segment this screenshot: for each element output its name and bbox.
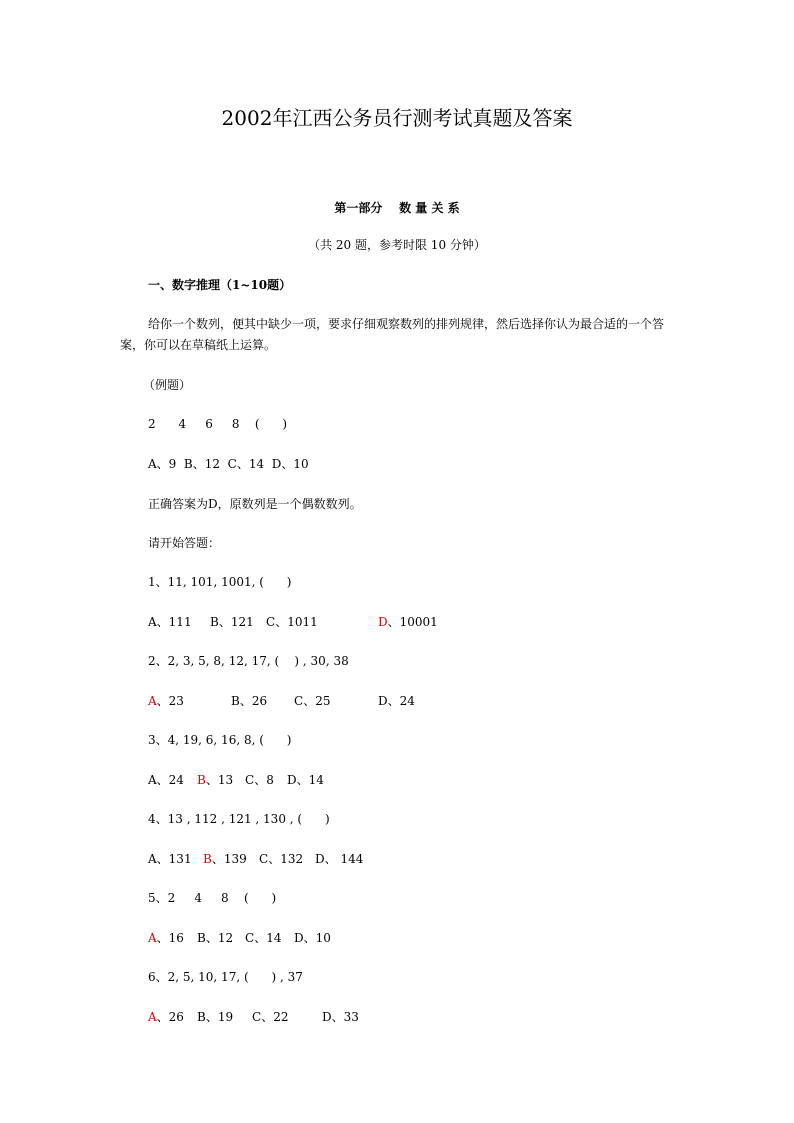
option-b bbox=[231, 694, 267, 708]
option-value: 、16 bbox=[156, 931, 184, 945]
option-letter: A bbox=[148, 773, 157, 787]
option-b bbox=[197, 1010, 233, 1024]
option-value: 、23 bbox=[156, 694, 184, 708]
option-value: 、24 bbox=[387, 694, 415, 708]
option-letter: D bbox=[287, 773, 297, 787]
option-value: 、24 bbox=[156, 773, 184, 787]
instructions: 给你一个数列，便其中缺少一项，要求仔细观察数列的排列规律，然后选择你认为最合适的一个答案，你可以在草稿纸上运算。 bbox=[120, 317, 665, 352]
question-1: 1、11, 101, 1001, ( ) bbox=[148, 575, 292, 589]
option-value: 、131 bbox=[156, 852, 192, 866]
start-prompt: 请开始答题： bbox=[148, 536, 221, 550]
option-letter: B bbox=[197, 1010, 206, 1024]
option-letter: C bbox=[252, 1010, 262, 1024]
option-value: 、26 bbox=[156, 1010, 184, 1024]
option-value: 、111 bbox=[156, 615, 192, 629]
option-letter: C bbox=[259, 852, 269, 866]
option-value: 、13 bbox=[205, 773, 234, 787]
example-label: （例题） bbox=[143, 378, 192, 392]
option-value: 、12 bbox=[205, 931, 234, 945]
option-d bbox=[322, 1010, 359, 1024]
option-d bbox=[378, 694, 415, 708]
option-value: 、132 bbox=[268, 852, 304, 866]
option-letter: D bbox=[378, 694, 388, 708]
option-c bbox=[245, 931, 281, 945]
correct-answer-letter: A bbox=[148, 1010, 157, 1024]
option-letter: B bbox=[210, 615, 219, 629]
option-c bbox=[266, 615, 318, 629]
option-value: 、26 bbox=[239, 694, 268, 708]
correct-answer-letter: B bbox=[197, 773, 206, 787]
option-d bbox=[315, 852, 363, 866]
example-options: A、9 B、12 C、14 D、10 bbox=[148, 457, 309, 471]
option-letter: D bbox=[322, 1010, 332, 1024]
option-d bbox=[378, 615, 438, 629]
option-value: 、19 bbox=[205, 1010, 234, 1024]
section-heading: 一、数字推理（1~10题） bbox=[148, 278, 292, 292]
option-b bbox=[197, 773, 233, 787]
correct-answer-letter: D bbox=[378, 615, 388, 629]
option-c bbox=[294, 694, 330, 708]
correct-answer-letter: A bbox=[148, 694, 157, 708]
option-letter: A bbox=[148, 852, 157, 866]
option-b bbox=[203, 852, 247, 866]
option-a bbox=[148, 931, 184, 945]
option-letter: C bbox=[266, 615, 276, 629]
option-letter: B bbox=[231, 694, 240, 708]
example-answer: 正确答案为D，原数列是一个偶数数列。 bbox=[148, 497, 362, 511]
option-b bbox=[210, 615, 254, 629]
option-value: 、8 bbox=[254, 773, 274, 787]
option-letter: A bbox=[148, 615, 157, 629]
option-value: 、14 bbox=[254, 931, 282, 945]
option-value: 、10 bbox=[303, 931, 331, 945]
option-value: 、22 bbox=[261, 1010, 289, 1024]
question-2: 2、2, 3, 5, 8, 12, 17, ( ) , 30, 38 bbox=[148, 654, 349, 668]
question-5: 5、2 4 8 ( ) bbox=[148, 891, 277, 905]
option-value: 、33 bbox=[331, 1010, 359, 1024]
option-letter: D bbox=[315, 852, 325, 866]
option-value: 、25 bbox=[303, 694, 331, 708]
option-value: 、1011 bbox=[275, 615, 318, 629]
option-b bbox=[197, 931, 233, 945]
example-question: 2 4 6 8 ( ) bbox=[148, 417, 288, 431]
correct-answer-letter: A bbox=[148, 931, 157, 945]
option-value: 、121 bbox=[218, 615, 254, 629]
option-a bbox=[148, 615, 192, 629]
question-3: 3、4, 19, 6, 16, 8, ( ) bbox=[148, 733, 292, 747]
option-c bbox=[245, 773, 274, 787]
correct-answer-letter: B bbox=[203, 852, 212, 866]
option-value: 、 144 bbox=[324, 852, 364, 866]
option-letter: D bbox=[294, 931, 304, 945]
option-a bbox=[148, 1010, 184, 1024]
document-title: 2002年江西公务员行测考试真题及答案 bbox=[221, 106, 573, 130]
option-a bbox=[148, 773, 184, 787]
option-value: 、10001 bbox=[387, 615, 438, 629]
option-letter: C bbox=[245, 931, 255, 945]
option-d bbox=[287, 773, 324, 787]
option-value: 、14 bbox=[296, 773, 324, 787]
question-4: 4、13 , 112 , 121 , 130 , ( ) bbox=[148, 812, 330, 826]
option-c bbox=[252, 1010, 288, 1024]
option-value: 、139 bbox=[211, 852, 247, 866]
question-6: 6、2, 5, 10, 17, ( ) , 37 bbox=[148, 970, 303, 984]
option-letter: C bbox=[294, 694, 304, 708]
option-letter: B bbox=[197, 931, 206, 945]
option-letter: C bbox=[245, 773, 255, 787]
option-a bbox=[148, 694, 184, 708]
option-c bbox=[259, 852, 303, 866]
option-a bbox=[148, 852, 192, 866]
part-note: （共 20 题，参考时限 10 分钟） bbox=[308, 238, 486, 252]
option-d bbox=[294, 931, 331, 945]
part-heading: 第一部分 数 量 关 系 bbox=[334, 201, 460, 215]
